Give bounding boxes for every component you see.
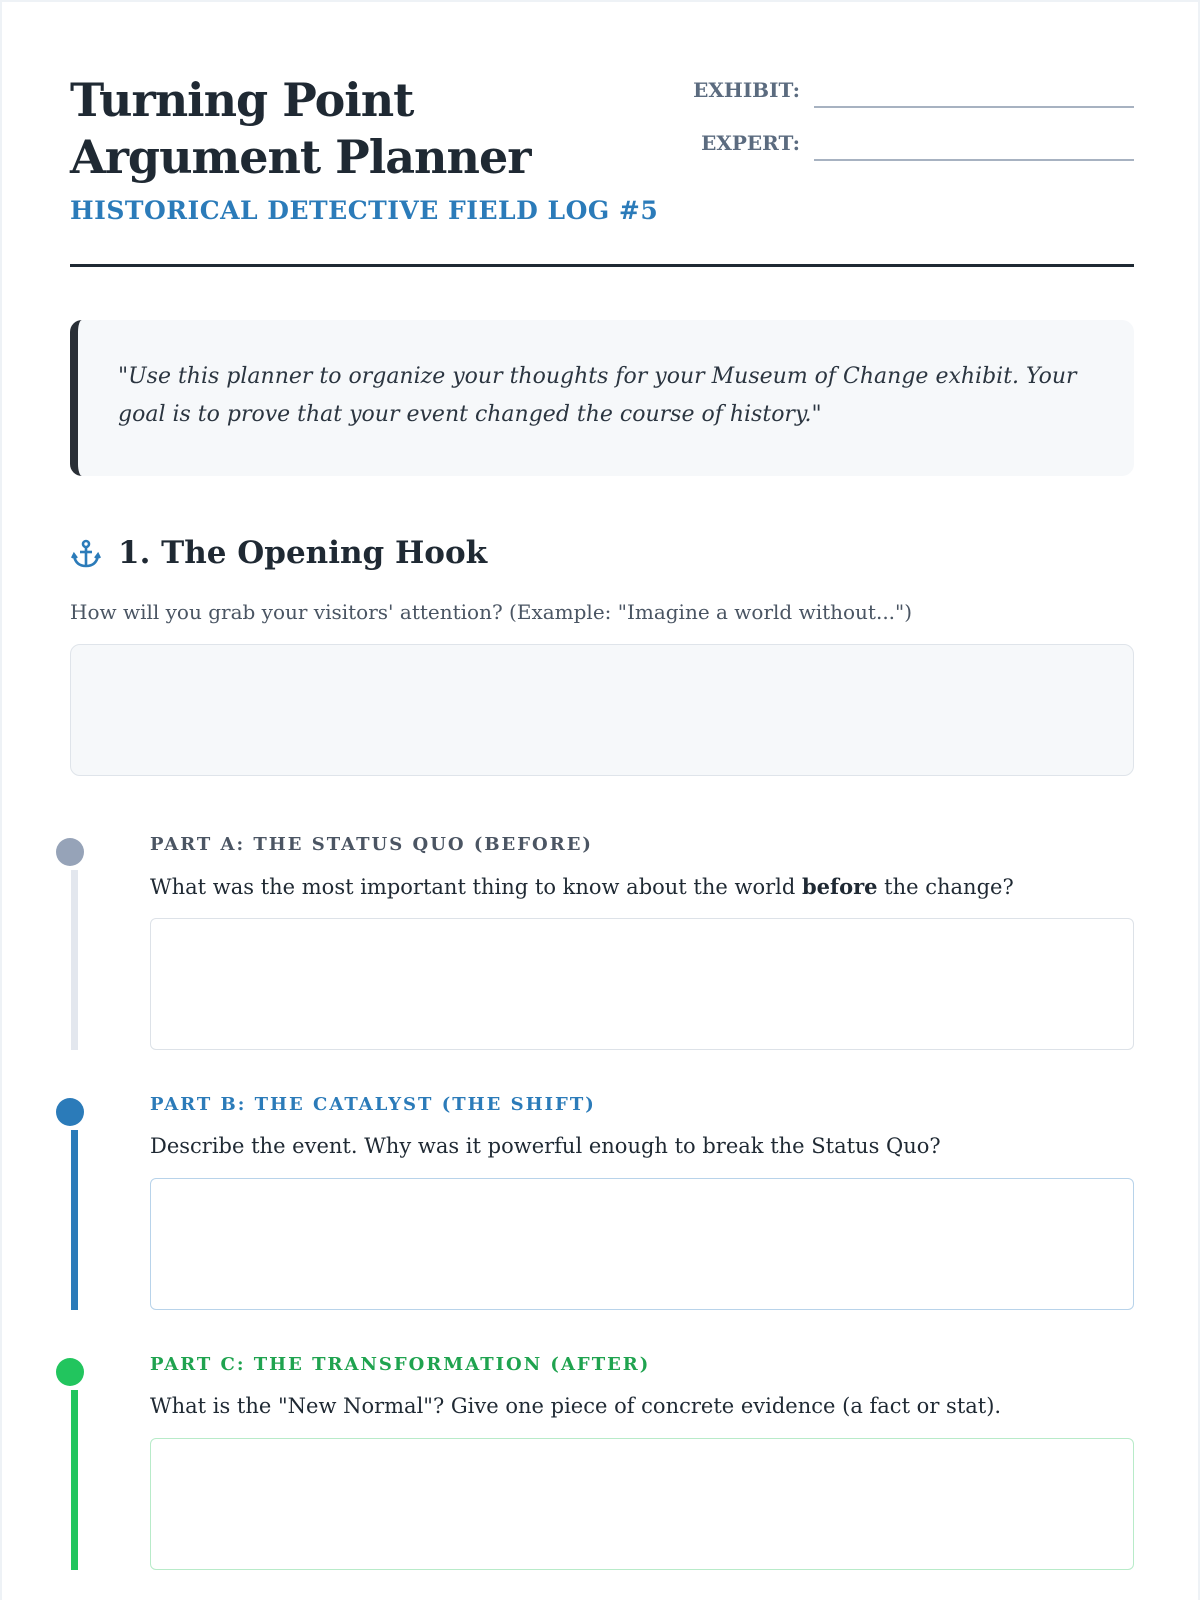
exhibit-field[interactable] bbox=[814, 106, 1134, 108]
hook-answer-box[interactable] bbox=[70, 644, 1134, 776]
part-c-answer-box[interactable] bbox=[150, 1438, 1134, 1570]
hook-title: 1. The Opening Hook bbox=[118, 535, 488, 571]
part-c-label: PART C: THE TRANSFORMATION (AFTER) bbox=[150, 1354, 651, 1375]
part-c-question: What is the "New Normal"? Give one piece of concrete evidence (a fact or stat). bbox=[150, 1394, 1002, 1418]
timeline-dot-a bbox=[56, 838, 84, 866]
exhibit-label: EXHIBIT: bbox=[693, 78, 800, 102]
header-divider bbox=[70, 264, 1134, 267]
part-b-question: Describe the event. Why was it powerful enough to break the Status Quo? bbox=[150, 1134, 941, 1158]
intro-quote-box bbox=[70, 320, 1134, 476]
timeline-dot-c bbox=[56, 1358, 84, 1386]
part-a-question-emphasis: before bbox=[801, 874, 878, 899]
intro-quote: "Use this planner to organize your thoughts for your Museum of Change exhibit. Your goal is to prove that your event changed the course of history." bbox=[118, 364, 1077, 427]
exhibit-row bbox=[670, 72, 1134, 112]
part-a-question-start: What was the most important thing to know about the world bbox=[150, 875, 802, 899]
header bbox=[70, 72, 1134, 268]
part-b-label: PART B: THE CATALYST (THE SHIFT) bbox=[150, 1094, 596, 1115]
part-b-section bbox=[56, 1094, 1134, 1312]
part-b-answer-box[interactable] bbox=[150, 1178, 1134, 1310]
part-a-label: PART A: THE STATUS QUO (BEFORE) bbox=[150, 834, 593, 855]
timeline-bar-c bbox=[71, 1390, 78, 1570]
part-a-answer-box[interactable] bbox=[150, 918, 1134, 1050]
expert-field[interactable] bbox=[814, 159, 1134, 161]
timeline-bar-a bbox=[71, 870, 78, 1050]
part-c-section bbox=[56, 1354, 1134, 1572]
expert-row bbox=[670, 125, 1134, 165]
part-a-question-end: the change? bbox=[877, 875, 1014, 899]
worksheet-page bbox=[2, 2, 1198, 1600]
part-a-section bbox=[56, 834, 1134, 1052]
timeline-bar-b bbox=[71, 1130, 78, 1310]
hook-prompt: How will you grab your visitors' attention? (Example: "Imagine a world without...") bbox=[70, 600, 913, 624]
page-subtitle: HISTORICAL DETECTIVE FIELD LOG #5 bbox=[70, 196, 659, 225]
expert-label: EXPERT: bbox=[701, 131, 800, 155]
timeline-dot-b bbox=[56, 1098, 84, 1126]
page-title: Turning Point Argument Planner bbox=[70, 73, 531, 184]
part-a-question bbox=[150, 874, 1014, 899]
anchor-icon bbox=[70, 538, 102, 570]
